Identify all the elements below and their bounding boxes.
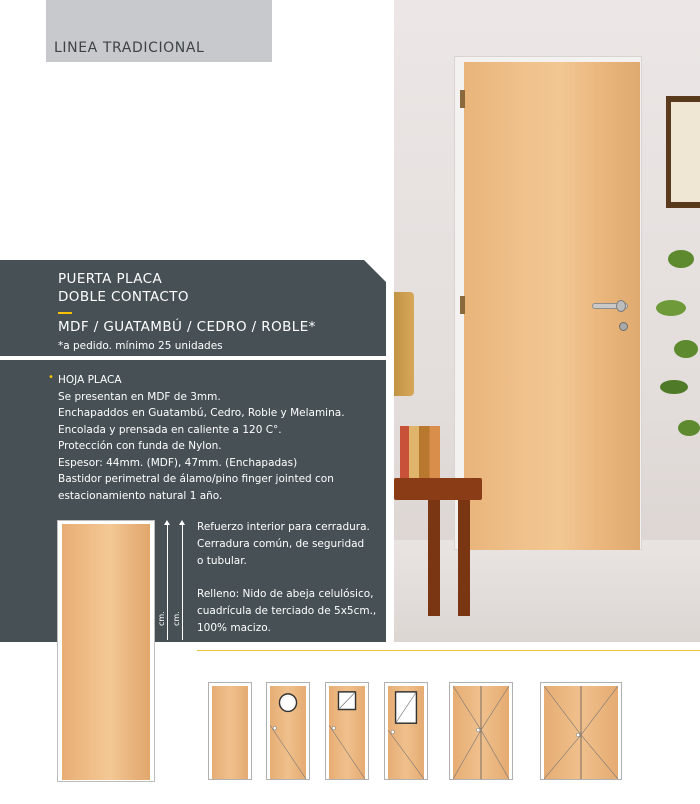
table-leg <box>428 500 440 616</box>
spec-line: Enchapaddos en Guatambú, Cedro, Roble y Melamina. <box>58 407 345 419</box>
arrow-up-icon <box>164 520 170 525</box>
spec-line: Se presentan en MDF de 3mm. <box>58 390 221 403</box>
dimension-line <box>182 522 183 640</box>
spec-line: Espesor: 44mm. (MDF), 47mm. (Enchapadas) <box>58 456 298 469</box>
door-plain-icon <box>208 682 252 780</box>
section-tag-label: LINEA TRADICIONAL <box>54 40 205 56</box>
plant-leaf <box>656 300 686 316</box>
plant-leaf <box>674 340 698 358</box>
plant-leaf <box>668 250 694 268</box>
plant-leaf <box>660 380 688 394</box>
door-square-window-icon <box>325 682 369 780</box>
diagram-note: o tubular. <box>197 555 247 567</box>
section-tag <box>46 0 272 62</box>
spec-line: Bastidor perimetral de álamo/pino finger jointed con <box>58 473 334 485</box>
side-table <box>394 478 482 500</box>
wall-picture <box>666 96 700 208</box>
diagram-note: Relleno: Nido de abeja celulósico, <box>197 588 374 600</box>
accent-rule <box>58 312 72 314</box>
hinge-icon <box>460 90 465 108</box>
spec-line: Encolada y prensada en caliente a 120 C°. <box>58 423 282 436</box>
order-note: *a pedido. mínimo 25 unidades <box>58 340 223 352</box>
dimension-unit: cm. <box>157 611 166 626</box>
door-tall-window-icon <box>384 682 428 780</box>
spec-line: estacionamiento natural 1 año. <box>58 489 223 502</box>
bullet-icon: • <box>48 372 54 383</box>
spec-line: Protección con funda de Nylon. <box>58 440 222 452</box>
materials-line: MDF / GUATAMBÚ / CEDRO / ROBLE* <box>58 319 316 335</box>
diagram-note: Refuerzo interior para cerradura. <box>197 521 370 533</box>
specs-heading: HOJA PLACA <box>58 374 122 386</box>
handle-rose-icon <box>616 300 626 312</box>
product-title-line1: PUERTA PLACA <box>58 271 163 287</box>
diagram-note: Cerradura común, de seguridad <box>197 538 365 550</box>
arrow-up-icon <box>179 520 185 525</box>
dimension-unit: cm. <box>172 611 181 626</box>
divider-line <box>197 650 700 651</box>
door-round-window-icon <box>266 682 310 780</box>
door-double-icon <box>449 682 513 780</box>
books <box>400 426 440 482</box>
door-diagram-leaf <box>62 524 150 780</box>
door-photo <box>394 0 700 642</box>
hinge-icon <box>460 296 465 314</box>
table-leg <box>458 500 470 616</box>
dimension-line <box>167 522 168 640</box>
diagram-note: 100% macizo. <box>197 622 271 634</box>
keyhole-icon <box>619 322 628 331</box>
door-double-wide-icon <box>540 682 622 780</box>
diagram-note: cuadrícula de terciado de 5x5cm., <box>197 605 377 617</box>
lamp-shade <box>394 292 414 396</box>
plant-leaf <box>678 420 700 436</box>
product-title-line2: DOBLE CONTACTO <box>58 289 189 305</box>
